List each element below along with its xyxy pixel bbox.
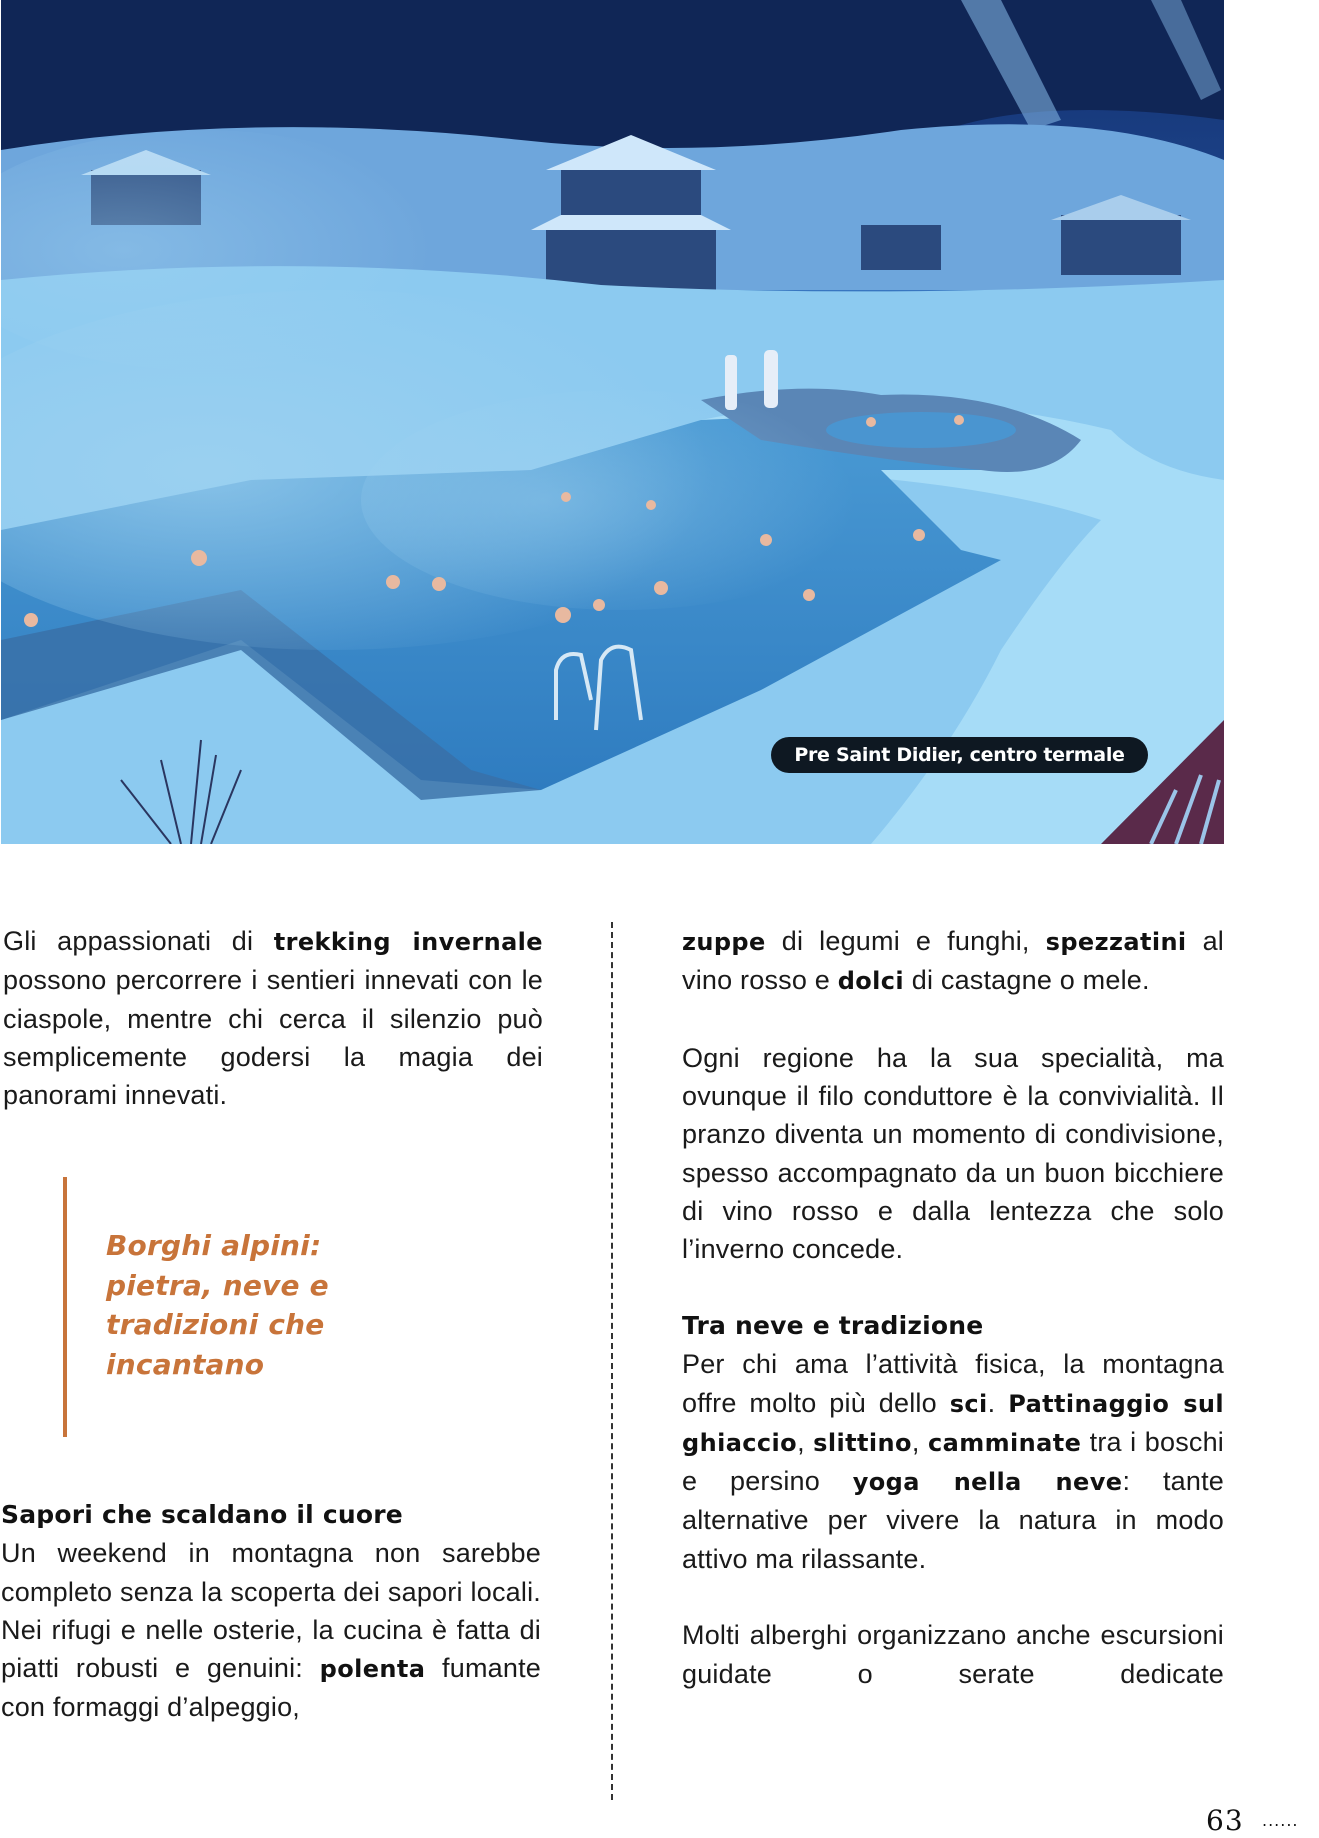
- text: ,: [911, 1426, 928, 1457]
- pull-quote-line: Borghi alpini:: [106, 1229, 322, 1262]
- hotels-paragraph: Molti alberghi organizzano anche escursioni guidate o serate dedicate: [682, 1620, 1224, 1689]
- text: di castagne o mele.: [904, 965, 1150, 996]
- page-leader-dots: ......: [1262, 1811, 1299, 1830]
- sapori-paragraph: [1, 1534, 541, 1726]
- bold-term: spezzatini: [1045, 928, 1187, 956]
- photo-caption: Pre Saint Didier, centro termale: [771, 737, 1148, 773]
- text: di legumi e funghi,: [765, 926, 1046, 956]
- bold-term: dolci: [837, 967, 905, 996]
- right-column: [682, 922, 1224, 1693]
- text: fumante con formaggi d’alpeggio,: [1, 1653, 541, 1723]
- bold-term: yoga nella neve: [852, 1468, 1123, 1497]
- bold-term: polenta: [319, 1655, 426, 1684]
- text: Per chi ama l’attività fisica, la montagna offre molto più dello: [682, 1349, 1224, 1418]
- pull-quote-line: pietra, neve e: [106, 1268, 329, 1302]
- pull-quote: [106, 1226, 406, 1384]
- text: al vino rosso e: [682, 926, 1225, 996]
- bold-term: zuppe: [682, 928, 766, 956]
- text: Gli appassionati di: [3, 926, 274, 956]
- section-heading-tradizione: Tra neve e tradizione: [682, 1310, 984, 1340]
- conviviality-paragraph: Ogni regione ha la sua specialità, ma ovunque il filo conduttore è la convivialità. Il pranzo diventa un momento di condivisione, spesso accompagnato da un buon bicchiere di vino rosso e dalla lentezza che solo l’inverno concede.: [682, 1042, 1224, 1265]
- page-number: 63: [1206, 1804, 1244, 1837]
- bold-term: camminate: [927, 1428, 1082, 1457]
- text: possono percorrere i sentieri innevati con le ciaspole, mentre chi cerca il silenzio può semplicemente godersi la magia dei panorami innevati.: [3, 965, 543, 1111]
- intro-paragraph: [3, 922, 543, 1114]
- section-heading-sapori: Sapori che scaldano il cuore: [1, 1500, 403, 1529]
- column-divider: [611, 922, 613, 1800]
- left-column-section: [1, 1496, 541, 1727]
- activities-paragraph: [682, 1345, 1224, 1578]
- thermal-pool-illustration: [1, 0, 1224, 844]
- bold-term: slittino: [813, 1428, 912, 1457]
- text: Un weekend in montagna non sarebbe completo senza la scoperta dei sapori locali. Nei rifugi e nelle osterie, la cucina è fatta di piatti robusti e genuini:: [1, 1538, 541, 1684]
- pull-quote-line: tradizioni che: [106, 1308, 325, 1341]
- bold-term: trekking invernale: [273, 928, 543, 956]
- hero-photo: [1, 0, 1224, 844]
- text: .: [987, 1387, 1009, 1418]
- text: ,: [797, 1426, 814, 1457]
- text: : tante alternative per vivere la natura in modo attivo ma rilassante.: [682, 1466, 1224, 1574]
- bold-term: Pattinaggio sul ghiaccio: [682, 1389, 1225, 1457]
- pull-quote-bar: [63, 1177, 67, 1437]
- text: tra i boschi e persino: [682, 1426, 1225, 1497]
- continued-paragraph: [682, 922, 1224, 1001]
- left-column: [3, 922, 543, 1114]
- pull-quote-line: incantano: [106, 1347, 265, 1381]
- bold-term: sci: [949, 1389, 988, 1418]
